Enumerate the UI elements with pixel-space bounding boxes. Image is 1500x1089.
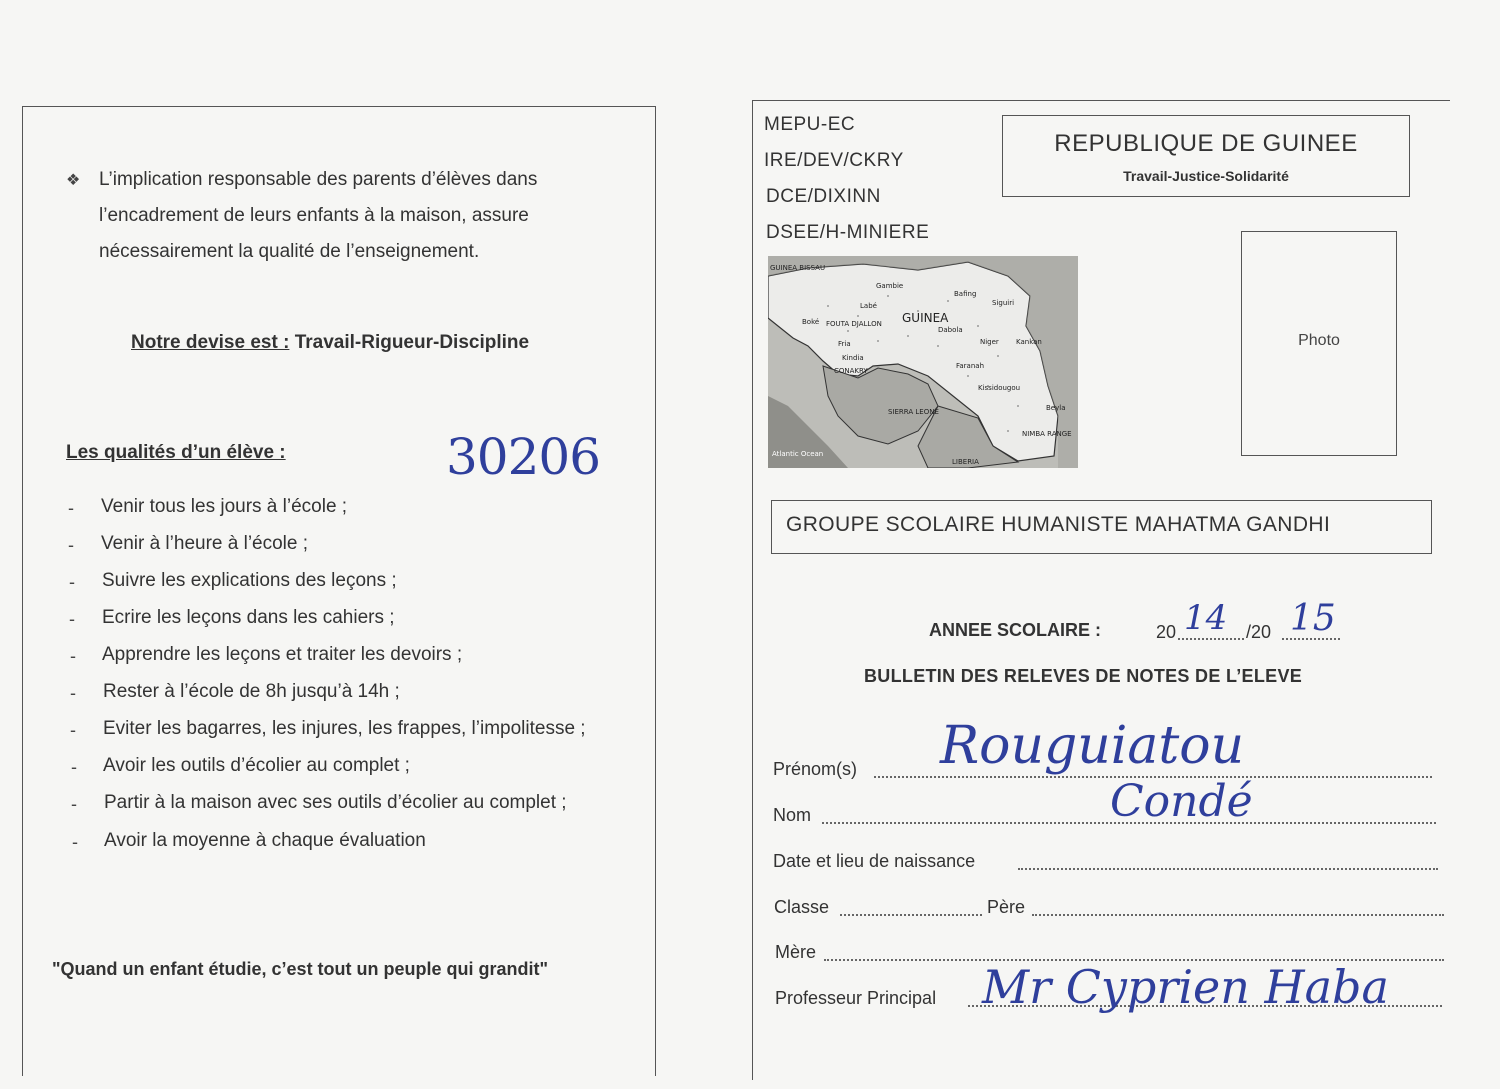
- classe-dots: [840, 914, 982, 916]
- quality-dash: -: [70, 720, 76, 740]
- map-label-kindia: Kindia: [842, 354, 864, 362]
- map-title: GUINEA: [902, 311, 949, 325]
- year-dots-1: [1178, 638, 1244, 640]
- map-label-gambie: Gambie: [876, 282, 904, 290]
- school-box: [771, 500, 1432, 554]
- year-hand-2: 15: [1290, 598, 1336, 639]
- admin-line-1: MEPU-EC: [764, 114, 856, 135]
- guinea-map: [768, 256, 1078, 468]
- handwritten-number: 30206: [446, 428, 601, 486]
- quality-dash: -: [71, 757, 77, 777]
- prof-label: Professeur Principal: [775, 988, 937, 1008]
- mere-label: Mère: [775, 942, 817, 962]
- year-label: ANNEE SCOLAIRE :: [929, 620, 1102, 640]
- admin-line-3: DCE/DIXINN: [766, 186, 881, 207]
- nom-value: Condé: [1110, 776, 1253, 827]
- year-hand-1: 14: [1184, 598, 1228, 638]
- quality-dash: -: [69, 609, 75, 629]
- bulletin-title: BULLETIN DES RELEVES DE NOTES DE L’ELEVE: [864, 666, 1303, 686]
- quality-item: Eviter les bagarres, les injures, les frappes, l’impolitesse ;: [103, 718, 586, 739]
- devise-label: Notre devise est :: [131, 332, 290, 353]
- map-label-kissidougou: Kissidougou: [978, 384, 1021, 392]
- map-label-conakry: CONAKRY: [834, 367, 868, 375]
- quality-item: Venir tous les jours à l’école ;: [101, 496, 348, 517]
- devise-value: Travail-Rigueur-Discipline: [294, 332, 530, 353]
- diamond-bullet-icon: ❖: [66, 172, 81, 189]
- map-label-siguiri: Siguiri: [992, 299, 1015, 307]
- map-label-faranah: Faranah: [956, 362, 985, 370]
- prof-value: Mr Cyprien Haba: [982, 960, 1389, 1014]
- naissance-label: Date et lieu de naissance: [773, 851, 976, 871]
- admin-line-4: DSEE/H-MINIERE: [766, 222, 930, 243]
- map-label-boke: Boké: [802, 318, 820, 326]
- map-label-ocean: Atlantic Ocean: [772, 450, 824, 458]
- republic-box: [1002, 115, 1410, 197]
- prenom-label: Prénom(s): [773, 759, 858, 779]
- naissance-dots: [1018, 868, 1438, 870]
- map-label-bafing: Bafing: [954, 290, 977, 298]
- quality-item: Venir à l’heure à l’école ;: [101, 533, 309, 554]
- map-label-sierra: SIERRA LEONE: [888, 408, 939, 416]
- quality-item: Ecrire les leçons dans les cahiers ;: [102, 607, 395, 628]
- quality-dash: -: [69, 572, 75, 592]
- quality-item: Apprendre les leçons et traiter les devoirs ;: [102, 644, 463, 665]
- nom-label: Nom: [773, 805, 812, 825]
- photo-label: Photo: [1298, 332, 1340, 349]
- map-label-beyla: Beyla: [1046, 404, 1066, 412]
- quality-item: Rester à l’école de 8h jusqu’à 14h ;: [103, 681, 400, 702]
- intro-line-3: nécessairement la qualité de l’enseignement.: [99, 241, 480, 262]
- admin-line-2: IRE/DEV/CKRY: [764, 150, 904, 171]
- photo-box: [1241, 231, 1397, 456]
- map-label-liberia: LIBERIA: [952, 458, 979, 466]
- map-label-fria: Fria: [838, 340, 851, 348]
- map-label-labe: Labé: [860, 302, 877, 310]
- qualities-title: Les qualités d’un élève :: [66, 442, 286, 463]
- quote: "Quand un enfant étudie, c’est tout un peuple qui grandit": [52, 959, 549, 979]
- year-prefix: 20: [1156, 622, 1177, 642]
- guinea-map-svg: [768, 256, 1078, 468]
- national-motto: Travail-Justice-Solidarité: [1123, 168, 1289, 184]
- bleed-through-marks: [680, 175, 760, 231]
- republic-title: REPUBLIQUE DE GUINEE: [1054, 130, 1358, 157]
- devise: [131, 332, 529, 354]
- quality-item: Suivre les explications des leçons ;: [102, 570, 397, 591]
- quality-dash: -: [68, 535, 74, 555]
- map-label-nimba: NIMBA RANGE: [1022, 430, 1072, 438]
- school-name: GROUPE SCOLAIRE HUMANISTE MAHATMA GANDHI: [786, 513, 1331, 536]
- pere-label: Père: [987, 897, 1026, 917]
- quality-dash: -: [68, 498, 74, 518]
- intro-line-2: l’encadrement de leurs enfants à la maison, assure: [99, 205, 529, 226]
- quality-item: Avoir les outils d’écolier au complet ;: [103, 755, 410, 776]
- quality-dash: -: [71, 794, 77, 814]
- quality-dash: -: [72, 832, 78, 852]
- quality-dash: -: [70, 646, 76, 666]
- intro-line-1: L’implication responsable des parents d’élèves dans: [99, 169, 538, 190]
- map-label-fouta: FOUTA DJALLON: [826, 320, 882, 328]
- map-label-niger: Niger: [980, 338, 999, 346]
- classe-label: Classe: [774, 897, 830, 917]
- map-label-gbissau: GUINEA BISSAU: [770, 264, 826, 272]
- map-label-kankan: Kankan: [1016, 338, 1042, 346]
- map-label-dabola: Dabola: [938, 326, 963, 334]
- pere-dots: [1032, 914, 1444, 916]
- quality-item: Partir à la maison avec ses outils d’écolier au complet ;: [104, 792, 567, 813]
- quality-item: Avoir la moyenne à chaque évaluation: [104, 830, 426, 851]
- year-mid: /20: [1246, 622, 1272, 642]
- quality-dash: -: [70, 683, 76, 703]
- prenom-value: Rouguiatou: [940, 716, 1245, 776]
